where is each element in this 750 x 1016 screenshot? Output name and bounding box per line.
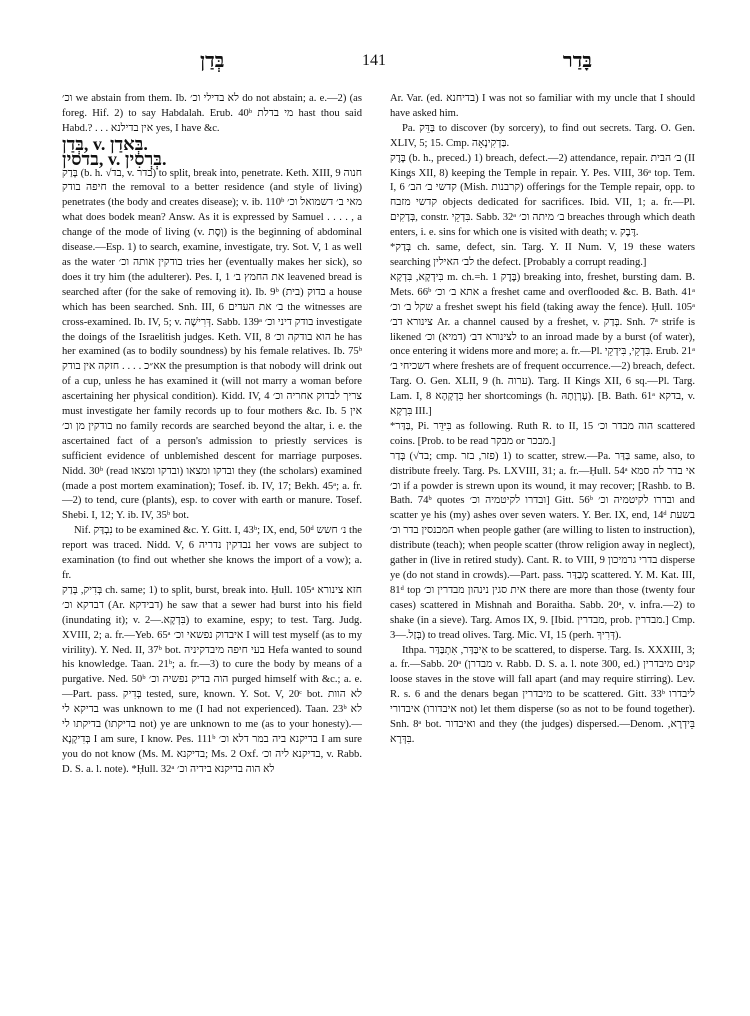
running-headword-left: בְּדַן bbox=[200, 50, 225, 72]
entry-bedar: בְּדַר (√בד; cmp. פזר, בזר) 1) to scatter, strew.—Pa. בַּדַּר same, also, to distribute freely. Targ. Ps. LXVIII, 31; a. fr.—Ḥull. 54ᵃ אי בדר לה סמא וכ׳ if a powder is strewn upon its wound, it may recover; [Rashb. to B. Bath. 74ᵇ quotes ובדרו לקיטמיה וכ׳] Gitt. 56ᵇ ובדרו לקיטמיה וכ׳ and scatter ye his (my) ashes over seven waters. Y. Ber. IX, end, 14ᵈ בשעת המכנסין בדר וכ׳ when people gather (are willing to listen to instruction), distribute (teach); when people scatter (throw religion away in neglect), gather in (live in retired study). Cant. R. to VIII, 9 בדרי גרמיכון disperse ye (do not stand in crowds).—Part. pass. מְבַדַּר scattered. Y. M. Kat. III, 81ᵈ top אית סגין נינהון מבדרין וכ׳ there are more than those (twenty four cases) scattered in Mishnah and Boraitha. Sabb. 20ᵃ, v. infra.—2) to shake (in a sieve). Targ. Amos IX, 9. [Ibid. מבדרין, prob. מבדרין.] Cmp. בְּזַל.—3) to tread olives. Targ. Mic. VI, 15 (perh. דְּרִיךְ). bbox=[390, 450, 696, 641]
left-column bbox=[62, 92, 362, 778]
entry-badaq-nif: Nif. נִבְדַּק to be examined &c. Y. Gitt. I, 43ᵇ; IX, end, 50ᵈ נ׳ חשש the report was traced. Nidd. V, 6 נבדקין נדריה her vows are subject to examination (to find out whether she knows the import of a vow); a. fr. bbox=[62, 525, 362, 581]
entry-continuation-right: Ar. Var. (ed. בדיחנא) I was not so familiar with my uncle that I should have asked him. bbox=[390, 93, 695, 119]
entry-bedar-ithpa: Ithpa. אִיבַּדַּר, אִתְבַּדַּר to be scattered, to disperse. Targ. Is. XXXIII, 3; a. fr.—Sabb. 20ᵃ (מבדרן v. Rabb. D. S. a. l. note 300, ed.) קנים מיבדרין loose staves in the stove will fall apart (and may require stirring). Lev. R. s. 6 and the denars began מיבדרין to be scattered. Gitt. 33ᵇ ליבדרו איבדורי (איבדורו not) let them disperse (so as not to be found together). Snh. 8ᵃ bot. ואיבדור and they (the judges) dispersed.—Denom. בֵּידְרָא, בִּדְּרָא. bbox=[390, 644, 695, 745]
entry-bedeq: בֶּדֶק (b. h., preced.) 1) breach, defect.—2) attendance, repair. ב׳ הבית (II Kings XII, 8) keeping the Temple in repair. Y. Pes. VIII, 36ᵃ top. Tem. I, 6 קדשי ב׳ הב׳ (Mish. קרבנות) offerings for the Temple repair, opp. to קדשי מזבח objects dedicated for sacrifices. Ibid. VII, 1; a. fr.—Pl. בְּדָקִים, constr. בִּדְקֵי. Sabb. 32ᵃ ב׳ מיתה וכ׳ breaches through which death enters, i. e. sins for which one is visited with death; v. דֶּבֶק. bbox=[390, 152, 696, 239]
entry-badaq: בָּדַק (b. h. √בד, v. בדר) to split, break into, penetrate. Keth. XIII, 9 חנוה חיפה בודק the removal to a better residence (and style of living) penetrates (the body and creates disease); v. ib. 110ᵇ מאי ב׳ דשמואל וכ׳ what does bodek mean? Answ. As it is expressed by Samuel . . . . , a change of the mode of living (v. וְסֶת) is the beginning of abdominal disease.—Esp. 1) to search, examine, investigate, try. Sot. V, 1 as well as the water בודקין אותה וכ׳ tries her (eventually makes her sick), so does it try him (the adulterer). Pes. I, 1 את החמץ ב׳ leavened bread is searched after (for the sake of removing it). Ib. 9ᵇ (בית) בדוק a house which has been searched. Snh. III, 6 ב׳ את העדים the witnesses are cross-examined. Ib. IV, 5; v. דְּרִישָׁה. Sabb. 139ᵃ בודק דיני וכ׳ investigate the doings of the Israelitish judges. Keth. VII, 8 הוא בודקה וכ׳ he has her examined (as to bodily soundness) by his female relatives. Ib. 75ᵇ אא״כ . . . . חזקה אין בודק the presumption is that nobody will drink out of a cup, unless he has examined it (will not marry a woman before ascertaining her physical condition). Kidd. IV, 4 צריך לבדוק אחריה וכ׳ must investigate her family records up to four mothers &c. Ib. 5 אין בודקין מן וכ׳ no family records are searched beyond the altar, i. e. the ascertained fact of a person's admission to priestly services is sufficient evidence of unblemished descent for marriage purposes. Nidd. 30ᵇ (read ובדקו ומצאו) ובדקו ומצאו they (the scholars) examined (made a post mortem examination); Tosef. ib. IV, 17; Bekh. 45ᵃ; a. fr.—2) to tend, cure (plants), esp. to cover with earth or manure. Tosef. Shebi. I, 12; Y. ib. IV, 35ᵇ bot. bbox=[62, 167, 363, 522]
right-column bbox=[390, 92, 695, 748]
entry-bediq: בְּדִיק, בְּדַק ch. same; 1) to split, burst, break into. Ḥull. 105ᵃ חזא צינורא דבדקא וכ׳ (Ar. דבידקא) he saw that a sewer had burst into his field (inundating it); v. בִּדְקָא.—2) to examine, espy; to test. Targ. Judg. XVIII, 2; a. fr.—Yeb. 65ᵃ איבדוק נפשאי וכ׳ I will test myself (as to my virility). Y. Ned. II, 37ᵇ bot. בעי חיפה מיבדקיניה Hefa wanted to sound his knowledge. Taan. 21ᵇ; a. fr.—3) to cure the body by means of a purgative. Ned. 50ᵇ הוה בדיק נפשיה וכ׳ purged himself with &c.; a. e.—Part. pass. בְּדִיק tested, sure, known. Y. Sot. V, 20ᶜ bot. לא הוות בדיקא לי was unknown to me (I had not experienced). Taan. 23ᵇ לא בדיקתו לי (בדיקתו not) ye are unknown to me (as to your honesty).—בְּדִיקָנָא I am sure, I know. Pes. 111ᵇ בדיקנא ביה במר דלא וכ׳ I am sure you do not know (Ms. M. בדיקנא; Ms. 2 Oxf. בדיקנא ליה וכ׳, v. Rabb. D. S. a. l. note). *Ḥull. 32ᵃ לא הוה בדיקנא בידיה וכ׳ bbox=[62, 584, 363, 775]
entry-bedan: בְּדַן, v. בְּאדַן. bbox=[62, 133, 148, 154]
entry-bedaq-ch: *בְּדַק ch. same, defect, sin. Targ. Y. II Num. V, 19 these waters searching לב׳ האילין the defect. [Probably a corrupt reading.] bbox=[390, 242, 695, 268]
entry-badsin: בדסין, v. בְּרְסִין. bbox=[62, 148, 167, 169]
entry-badeq-pa: Pa. בַּדֵּק to discover (by sorcery), to find out secrets. Targ. O. Gen. XLIV, 5; 15. Cmp. בַּדְקִינָאָה. bbox=[390, 122, 695, 149]
entry-bidqa: בִּידְקָא, בִּדְקָא m. ch.=h. בֶּדֶק 1) breaking into, freshet, bursting dam. B. Mets. 66ᵇ אתא ב׳ וכ׳ a freshet came and overflooded &c. B. Bath. 41ᵃ שקל ב׳ וכ׳ a freshet swept his field (taking away the fence). Ḥull. 105ᵃ צינורא דב׳ Ar. a channel caused by a freshet, v. בְּדַק. Snh. 7ᵃ strife is likened לצינורא דב׳ (דמיא) וכ׳ to an inroad made by a burst (of water), once entering it widens more and more; a. fr.—Pl. בִּדְקֵי, בִּידְקֵי. Erub. 21ᵃ דשכיחי ב׳ where freshets are of frequent occurrence.—2) breach, defect. Targ. O. Gen. XLII, 9 (h. ערוה). Targ. II Kings XII, 6 sq.—Pl. Targ. Lam. I, 8 בִּדְקָהָא her shortcomings (h. עֶרְוָתָהּ). [B. Bath. 61ᵃ בדקא, v. בִּרְקָא III.] bbox=[390, 271, 695, 418]
page-number: 141 bbox=[362, 52, 386, 69]
running-headword-right: בָּדַר bbox=[562, 50, 592, 72]
entry-baddar: *בַּדַּר, Pi. בִּיּדֵּר as following. Ruth R. to II, 15 הוה מבדר וכ׳ scattered coins. [Prob. to be read מבקר or מבכר.] bbox=[390, 420, 695, 447]
page-header bbox=[62, 50, 702, 78]
entry-continuation: וכ׳ we abstain from them. Ib. לא בדילי וכ׳ do not abstain; a. e.—2) (as foreg. Hif. 2) to say Habdalah. Erub. 40ᵇ מי בדלת hast thou said Habd.? . . . אין בדילנא yes, I have &c. bbox=[62, 93, 363, 134]
